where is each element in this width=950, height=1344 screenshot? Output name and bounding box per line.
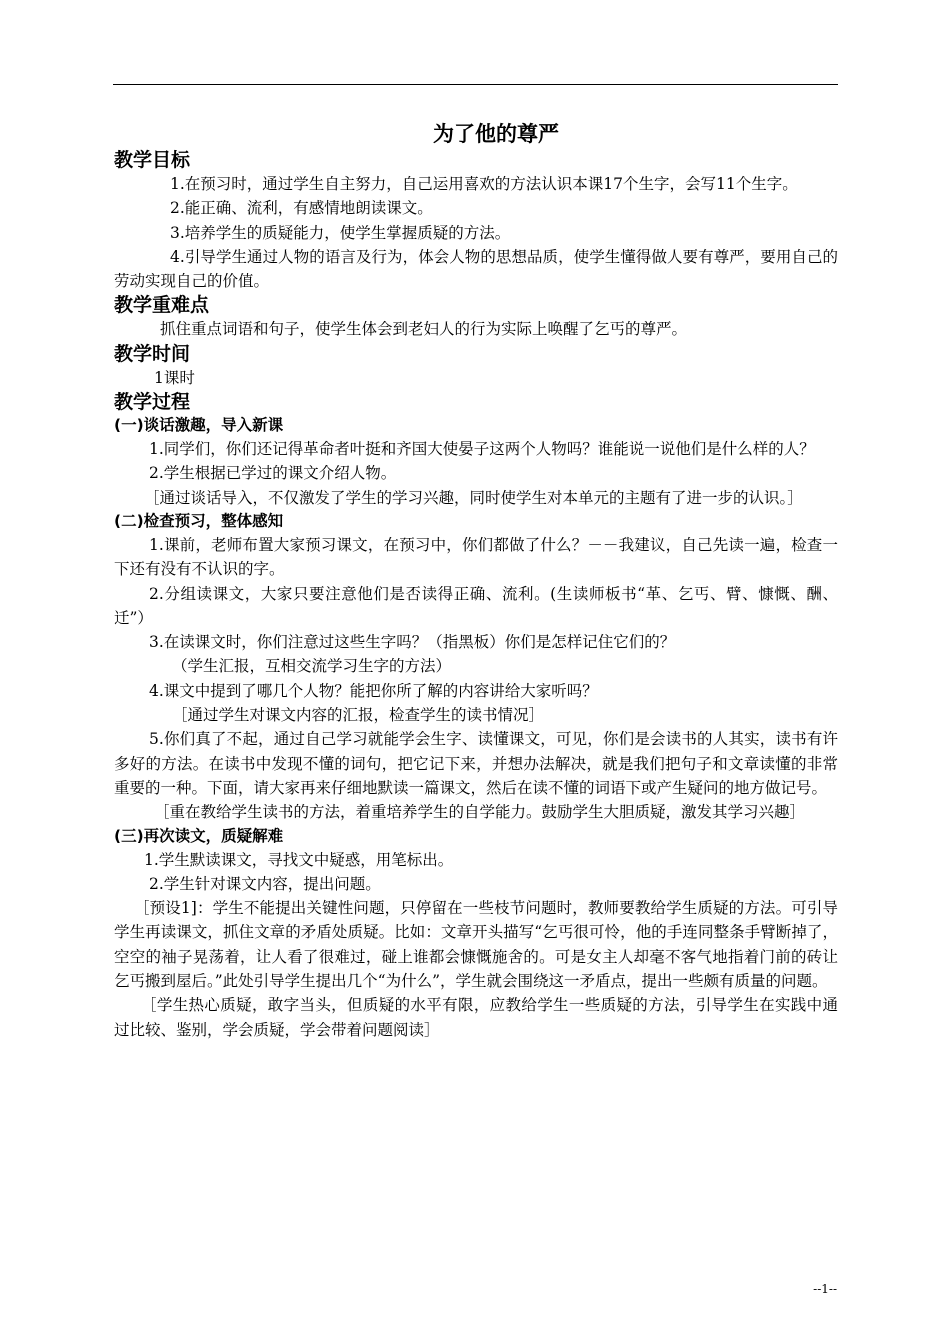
time-text: 1课时 [154, 368, 195, 387]
part2-item-2: 2.分组读课文，大家只要注意他们是否读得正确、流利。(生读师板书“革、乞丐、臂、慷慨、酬、迁”） [114, 584, 838, 627]
heading-key-points: 教学重难点 [114, 294, 210, 317]
heading-time: 教学时间 [114, 342, 191, 365]
goal-item-4: 4.引导学生通过人物的语言及行为，体会人物的思想品质，使学生懂得做人要有尊严，要用自己的劳动实现自己的价值。 [114, 247, 838, 291]
part3-note: ［学生热心质疑，敢字当头，但质疑的水平有限，应教给学生一些质疑的方法，引导学生在实践中通过比较、鉴别，学会质疑，学会带着问题阅读］ [114, 996, 838, 1039]
part2-item-4-note: ［通过学生对课文内容的汇报，检查学生的读书情况］ [172, 706, 545, 725]
subheading-part2: (二)检查预习，整体感知 [114, 511, 284, 530]
key-points-text: 抓住重点词语和句子，使学生体会到老妇人的行为实际上唤醒了乞丐的尊严。 [160, 320, 688, 339]
part3-preset-1: ［预设1]：学生不能提出关键性问题，只停留在一些枝节问题时，教师要教给学生质疑的方法。可引导学生再读课文，抓住文章的矛盾处质疑。比如：文章开头描写“乞丐很可怜，他的手连同整条手臂断掉了，空空的袖子晃荡着，让人看了很难过，碰上谁都会慷慨施舍的。可是女主人却毫不客气地指着门前的砖让乞丐搬到屋后。”此处引导学生提出几个“为什么”，学生就会围绕这一矛盾点，提出一些颇有质量的问题。 [114, 899, 838, 991]
part1-item-1: 1.同学们，你们还记得革命者叶挺和齐国大使晏子这两个人物吗？谁能说一说他们是什么样的人？ [149, 440, 815, 459]
part1-item-2: 2.学生根据已学过的课文介绍人物。 [149, 464, 397, 483]
heading-process: 教学过程 [114, 391, 191, 414]
goal-item-3: 3.培养学生的质疑能力，使学生掌握质疑的方法。 [170, 223, 511, 242]
part3-item-2: 2.学生针对课文内容，提出问题。 [149, 874, 381, 893]
goal-item-1: 1.在预习时，通过学生自主努力，自己运用喜欢的方法认识本课17个生字，会写11个生字。 [170, 175, 798, 193]
part2-item-5: 5.你们真了不起，通过自己学习就能学会生字、读懂课文，可见，你们是会读书的人其实，读书有许多好的方法。在读书中发现不懂的词句，把它记下来，并想办法解决，就是我们把句子和文章读懂的非常重要的一种。下面，请大家再来仔细地默读一篇课文，然后在读不懂的词语下或产生疑问的地方做记号。 [114, 730, 838, 797]
page-number: --1-- [813, 1282, 837, 1296]
header-rule [113, 84, 838, 85]
heading-goals: 教学目标 [114, 149, 191, 171]
part1-note: ［通过谈话导入，不仅激发了学生的学习兴趣，同时使学生对本单元的主题有了进一步的认识。］ [144, 488, 803, 507]
document-body [114, 120, 838, 1042]
part2-item-1: 1.课前，老师布置大家预习课文，在预习中，你们都做了什么？－－我建议，自己先读一遍，检查一下还有没有不认识的字。 [114, 535, 838, 579]
part2-item-3-note: （学生汇报，互相交流学习生字的方法） [172, 657, 452, 676]
document-title: 为了他的尊严 [433, 122, 559, 146]
part2-item-5-note: ［重在教给学生读书的方法，着重培养学生的自学能力。鼓励学生大胆质疑，激发其学习兴趣］ [154, 803, 806, 822]
subheading-part1: (一)谈话激趣，导入新课 [114, 416, 284, 435]
part2-item-3: 3.在读课文时，你们注意过这些生字吗？（指黑板）你们是怎样记住它们的？ [149, 633, 676, 652]
goal-item-2: 2.能正确、流利，有感情地朗读课文。 [170, 199, 433, 218]
part2-item-4: 4.课文中提到了哪几个人物？能把你所了解的内容讲给大家听吗？ [149, 681, 598, 700]
part3-item-1: 1.学生默读课文，寻找文中疑惑，用笔标出。 [144, 850, 454, 869]
subheading-part3: (三)再次读文，质疑解难 [114, 826, 284, 845]
